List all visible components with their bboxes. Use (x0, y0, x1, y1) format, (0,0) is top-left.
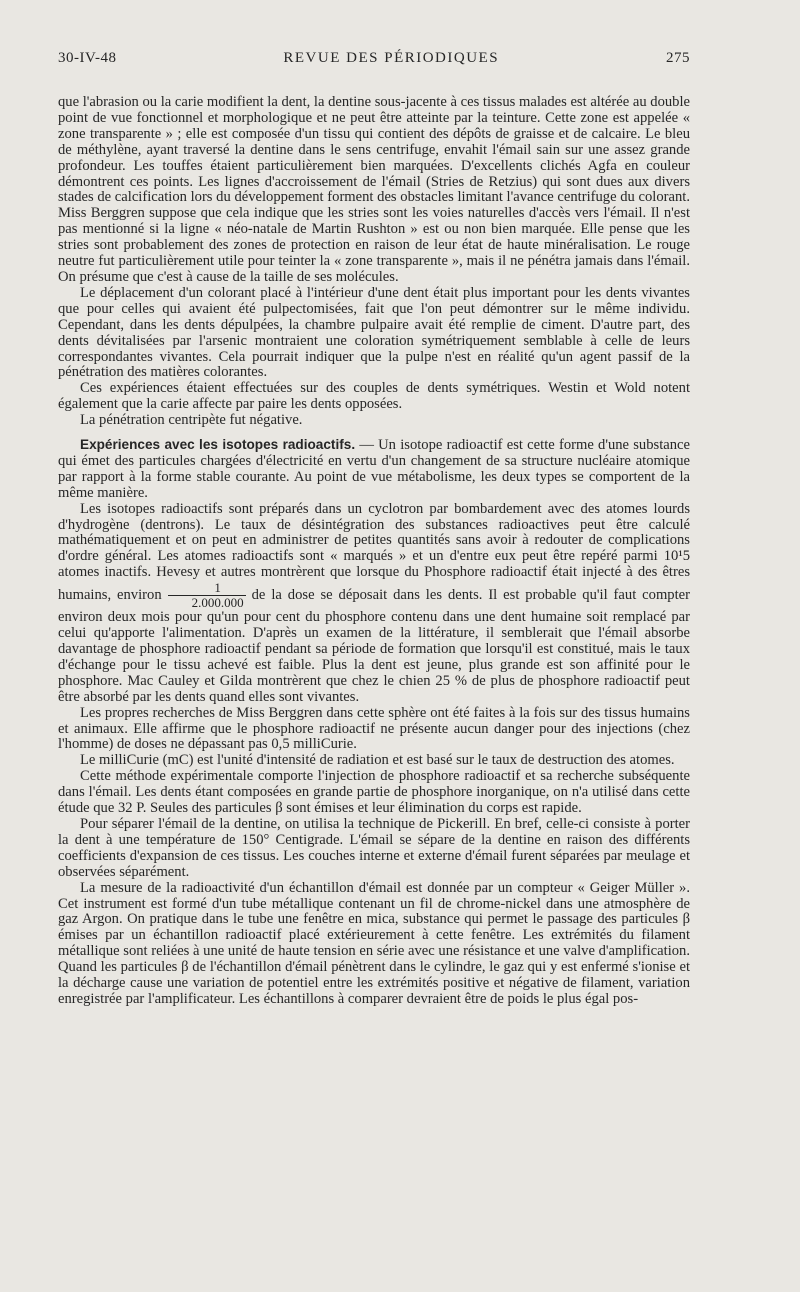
section-text: — Un isotope radioactif est cette forme d'une substance qui émet des particules chargées d'électricité en vertu d'un changement de sa structure nucléaire atomique par rapport à la forme stable courante. Au point de vue métabolisme, les deux types se comportent de la même manière. (58, 437, 690, 501)
paragraph: La pénétration centripète fut négative. (80, 412, 303, 429)
paragraph: Pour séparer l'émail de la dentine, on utilisa la technique de Pickerill. En bref, celle-ci consiste à porter la dent à une température de 150° Centigrade. L'émail se sépare de la dentine en raison des différents coefficients d'expansion de ces tissus. Les couches interne et externe d'émail furent séparées par meulage et observées séparément. (58, 815, 690, 880)
paragraph: La mesure de la radioactivité d'un échantillon d'émail est donnée par un compteur « Geiger Müller ». Cet instrument est formé d'un tube métallique contenant un fil de chrome-nickel dans une atmosphère de gaz Argon. On pratique dans le tube une fenêtre en mica, substance qui permet le passage des particules β émises par un échantillon radioactif placé extérieurement à cette fenêtre. Les extrémités du filament métallique sont reliées à une unité de haute tension en série avec une résistance et une valve d'amplification. Quand les particules β de l'échantillon d'émail pénètrent dans le cylindre, le gaz qui y est enfermé s'ionise et la décharge cause une variation de potentiel entre les extrémités positive et négative de filament, variation enregistrée par l'amplificateur. Les échantillons à comparer devraient être de poids le plus égal pos- (58, 879, 690, 1007)
paragraph-part: de la dose se déposait dans les dents. Il est probable qu'il faut compter environ deux mois pour qu'un pour cent du phosphore contenu dans une dent humaine soit remplacé par celui qu'apporte l'alimentation. D'après un examen de la littérature, il semblerait que l'émail absorbe davantage de phosphore radioactif pendant sa période de formation que lorsqu'il est constitué, mais le taux d'échange pour le tissu achevé est faible. Plus la dent est jeune, plus grande est son affinité pour le phosphore. Mac Cauley et Gilda montrèrent que chez le chien 25 % de plus de phosphore radioactif peut être absorbé par les dents quand elles sont vivantes. (58, 587, 690, 705)
paragraph (58, 502, 690, 706)
section-paragraph (58, 437, 690, 502)
running-header (58, 50, 690, 67)
page-number: 275 (666, 50, 690, 66)
section-heading: Expériences avec les isotopes radioactifs. (80, 437, 356, 453)
fraction-numerator: 1 (214, 580, 221, 596)
paragraph: Ces expériences étaient effectuées sur des couples de dents symétriques. Westin et Wold notent également que la carie affecte par paire les dents opposées. (58, 380, 690, 413)
paragraph-part: Les isotopes radioactifs sont préparés dans un cyclotron par bombardement avec des atomes lourds d'hydrogène (dentrons). Le taux de désintégration des substances radioactives peut être calculé mathématiquement et on peut en administrer de petites quantités sans avoir à redouter de complications d'ordre général. Les atomes radioactifs sont « marqués » et un d'entre eux peut être repéré parmi 10¹5 atomes inactifs. Hevesy et autres montrèrent que lorsque du Phosphore radioactif était injecté à des êtres humains, environ (58, 500, 690, 604)
header-date: 30-IV-48 (58, 50, 117, 66)
body-text (58, 95, 690, 1008)
fraction-denominator: 2.000.000 (168, 595, 246, 610)
paragraph: Le milliCurie (mC) est l'unité d'intensité de radiation et est basé sur le taux de destruction des atomes. (80, 752, 675, 769)
paragraph: Le déplacement d'un colorant placé à l'intérieur d'une dent était plus important pour les dents vivantes que pour celles qui avaient été pulpectomisées, fait que l'on peut démontrer sur le même individu. Cependant, dans les dents dépulpées, la chambre pulpaire avait été remplie de ciment. D'autre part, des dents dévitalisées par l'arsenic montraient une coloration symétriquement semblable à celle de leurs correspondantes vivantes. Cela pourrait indiquer que la pulpe n'est en réalité qu'un agent passif de la pénétration des matières colorantes. (58, 284, 690, 381)
paragraph: Les propres recherches de Miss Berggren dans cette sphère ont été faites à la fois sur des tissus humains et animaux. Elle affirme que le phosphore radioactif ne présente aucun danger pour des injections (chez l'homme) de doses ne dépassant pas 0,5 milliCurie. (58, 704, 690, 753)
paragraph: que l'abrasion ou la carie modifient la dent, la dentine sous-jacente à ces tissus malades est altérée au double point de vue fonctionnel et morphologique et ne peut être atteinte par la teinture. Cette zone est appelée « zone transparente » ; elle est composée d'un tissu qui contient des dépôts de graisse et de calcaire. Le bleu de méthylène, ayant traversé la dentine dans le sens centrifuge, envahit l'émail sain sur une assez grande profondeur. Les touffes étaient particulièrement bien marquées. D'excellents clichés Agfa en couleur démontrent ces points. Les lignes d'accroissement de l'émail (Stries de Retzius) qui sont dues aux divers stades de calcification lors du développement forment des obstacles limitant l'avance centrifuge du colorant. Miss Berggren suppose que cela indique que les stries sont les voies naturelles d'accès vers l'émail. Il n'est pas mentionné si la ligne « néo-natale de Martin Rushton » est ou non bien marquée. Elle pense que les stries sont probablement des zones de protection en raison de leur état de haute minéralisation. Le rouge neutre fut particulièrement utile pour teinter la « zone transparente », mais il ne pénétra jamais dans l'émail. On présume que c'est à cause de la taille de ses molécules. (58, 94, 690, 285)
fraction (168, 581, 246, 610)
paragraph: Cette méthode expérimentale comporte l'injection de phosphore radioactif et sa recherche subséquente dans l'émail. Les dents étant composées en grande partie de phosphore inorganique, on n'a utilisé dans cette étude que 32 P. Seules des particules β sont émises et leur élimination du corps est rapide. (58, 768, 690, 817)
journal-title: REVUE DES PÉRIODIQUES (283, 50, 500, 66)
